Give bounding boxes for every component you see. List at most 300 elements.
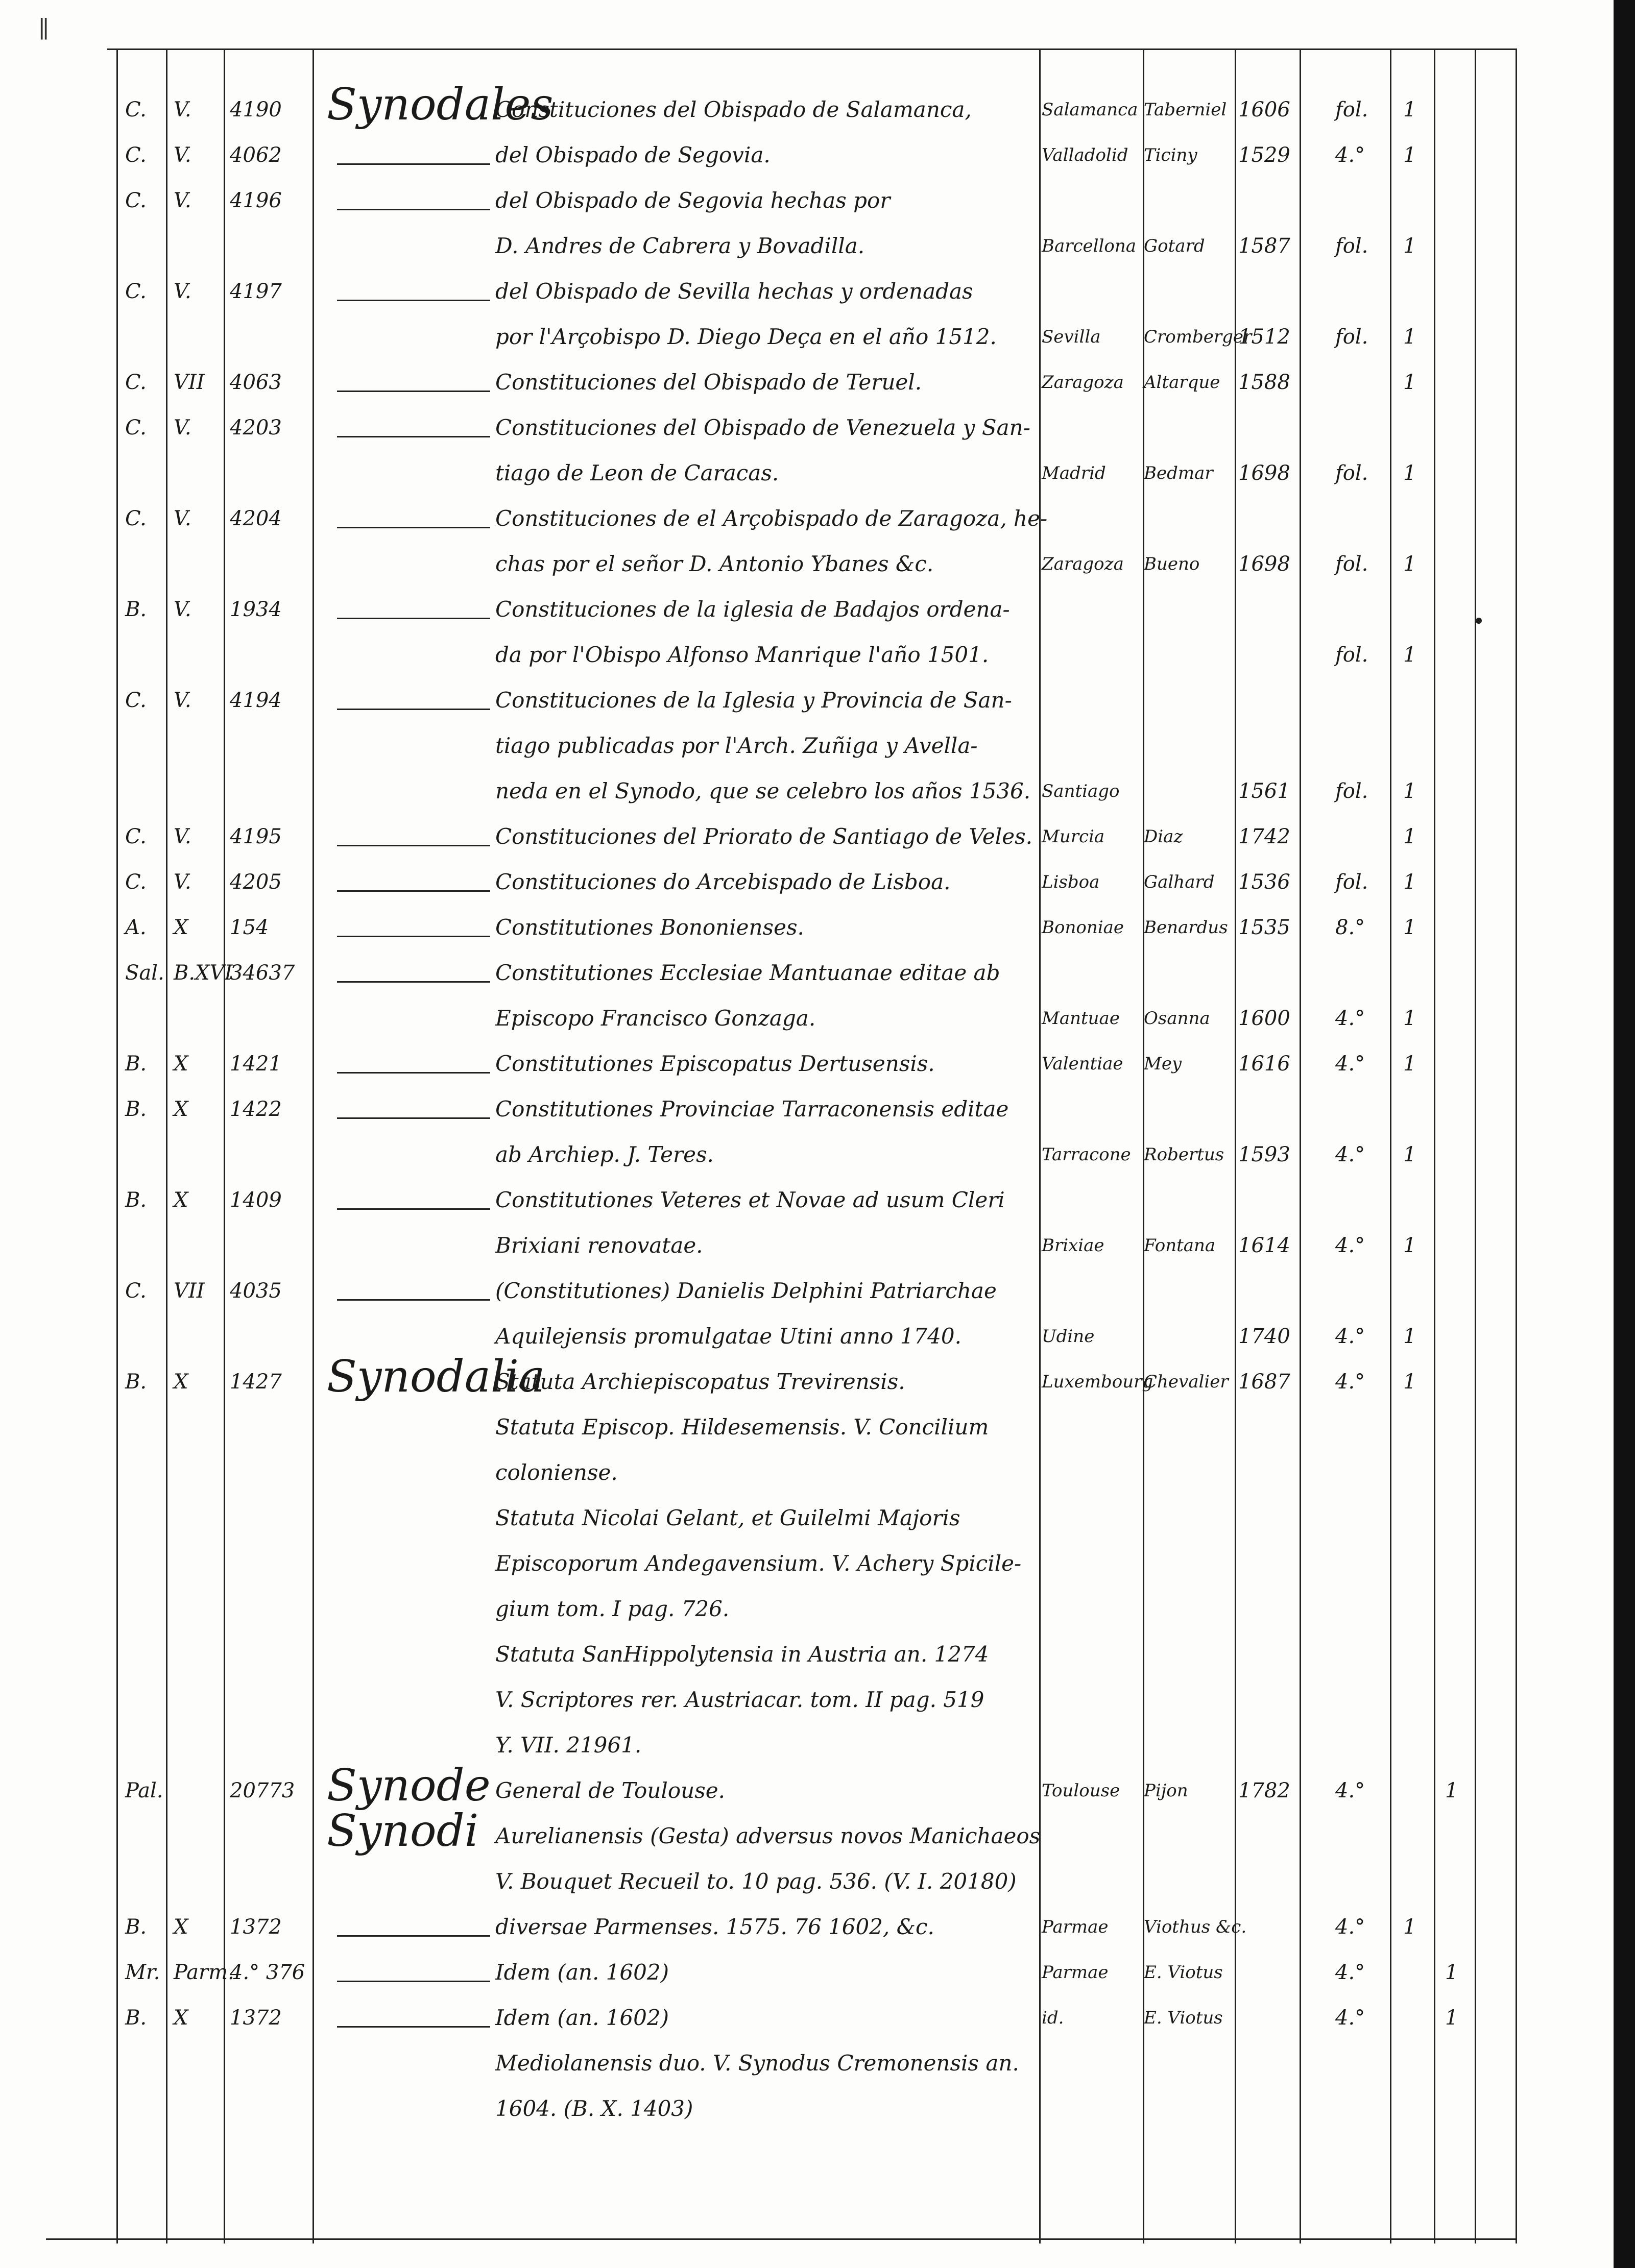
book-format: fol. — [1335, 325, 1368, 349]
subject-heading: Synodales — [327, 79, 554, 130]
volume-count-alt — [1445, 1907, 1471, 1947]
volume-count-alt — [1445, 226, 1471, 266]
printer-name: Benardus — [1144, 917, 1228, 938]
volume-count-alt — [1445, 1725, 1471, 1766]
subject-heading — [327, 1907, 495, 1947]
publication-year: 1593 — [1238, 1143, 1290, 1166]
book-format — [1335, 1861, 1381, 1902]
item-number — [230, 635, 311, 675]
printer-name — [1144, 1861, 1232, 1902]
subject-heading — [327, 1043, 495, 1084]
subject-heading — [327, 1952, 495, 1993]
place-of-printing: Santiago — [1042, 781, 1120, 801]
printer-name: E. Viotus — [1144, 1962, 1223, 1983]
printer-name — [1144, 725, 1232, 766]
publication-year — [1238, 589, 1294, 630]
entry-title: 1604. (B. X. 1403) — [495, 2096, 693, 2121]
publication-year: 1600 — [1238, 1007, 1290, 1030]
catalogue-row — [0, 771, 1635, 812]
top-border — [107, 48, 1517, 50]
catalogue-row — [0, 1225, 1635, 1266]
subject-heading — [327, 589, 495, 630]
shelf-section — [174, 998, 222, 1039]
shelf-section — [174, 1225, 222, 1266]
shelf-section — [174, 453, 222, 494]
book-format — [1335, 725, 1381, 766]
book-format — [1335, 1089, 1381, 1130]
catalogue-row — [0, 453, 1635, 494]
shelf-section — [174, 1634, 222, 1675]
catalogue-row — [0, 2043, 1635, 2084]
subject-heading — [327, 226, 495, 266]
catalogue-row — [0, 1498, 1635, 1539]
shelf-press-mark — [125, 1725, 166, 1766]
publication-year: 1529 — [1238, 143, 1290, 167]
book-format: 4.° — [1335, 143, 1365, 167]
publication-year — [1238, 180, 1294, 221]
publication-year — [1238, 1861, 1294, 1902]
printer-name: Diaz — [1144, 826, 1183, 847]
shelf-press-mark: C. — [125, 143, 147, 167]
volume-count-alt — [1445, 1180, 1471, 1221]
shelf-section: V. — [174, 689, 191, 712]
ditto-dash — [337, 1117, 490, 1119]
item-number: 4203 — [230, 416, 282, 440]
item-number: 4204 — [230, 507, 282, 530]
item-number: 4063 — [230, 371, 282, 394]
entry-title: Statuta Episcop. Hildesemensis. V. Concilium — [495, 1415, 989, 1440]
shelf-press-mark: C. — [125, 825, 147, 848]
ditto-dash — [337, 845, 490, 846]
publication-year — [1238, 635, 1294, 675]
shelf-press-mark — [125, 226, 166, 266]
volume-count-alt — [1445, 544, 1471, 584]
publication-year — [1238, 1271, 1294, 1311]
shelf-section — [174, 1816, 222, 1857]
place-of-printing — [1042, 1180, 1141, 1221]
shelf-press-mark: B. — [125, 1188, 147, 1212]
shelf-press-mark: C. — [125, 280, 147, 303]
volume-count: 1 — [1403, 1915, 1416, 1939]
place-of-printing — [1042, 589, 1141, 630]
publication-year — [1238, 1452, 1294, 1493]
catalogue-row — [0, 180, 1635, 221]
item-number: 154 — [230, 916, 269, 939]
printer-name — [1144, 1271, 1232, 1311]
ditto-dash — [337, 1208, 490, 1210]
place-of-printing — [1042, 1452, 1141, 1493]
place-of-printing — [1042, 1498, 1141, 1539]
catalogue-row — [0, 362, 1635, 403]
publication-year — [1238, 1725, 1294, 1766]
item-number — [230, 725, 311, 766]
catalogue-row — [0, 544, 1635, 584]
book-format: 4.° — [1335, 1143, 1365, 1166]
subject-heading: Synode — [327, 1760, 491, 1811]
shelf-section — [174, 1725, 222, 1766]
catalogue-row — [0, 1760, 1635, 1811]
ditto-dash — [337, 890, 490, 892]
volume-count — [1403, 498, 1429, 539]
item-number — [230, 1543, 311, 1584]
volume-count-alt — [1445, 1407, 1471, 1448]
entry-title: coloniense. — [495, 1460, 618, 1485]
shelf-section: X — [174, 2006, 188, 2030]
item-number: 1421 — [230, 1052, 282, 1076]
place-of-printing — [1042, 180, 1141, 221]
item-number — [230, 1589, 311, 1629]
shelf-section — [174, 1407, 222, 1448]
shelf-press-mark: Mr. — [125, 1961, 160, 1984]
entry-title: Constituciones do Arcebispado de Lisboa. — [495, 869, 951, 894]
entry-title: D. Andres de Cabrera y Bovadilla. — [495, 233, 865, 258]
volume-count — [1403, 680, 1429, 721]
subject-heading — [327, 544, 495, 584]
entry-title: Constituciones de el Arçobispado de Zaragoza, he- — [495, 506, 1048, 531]
item-number: 4035 — [230, 1279, 282, 1303]
item-number: 1372 — [230, 1915, 282, 1939]
catalogue-row — [0, 998, 1635, 1039]
publication-year — [1238, 1589, 1294, 1629]
book-format: fol. — [1335, 552, 1368, 576]
book-format — [1335, 1816, 1381, 1857]
place-of-printing: Lisboa — [1042, 872, 1100, 892]
shelf-section — [174, 1543, 222, 1584]
shelf-section — [174, 1134, 222, 1175]
book-format: 4.° — [1335, 2006, 1365, 2030]
place-of-printing: Brixiae — [1042, 1235, 1104, 1256]
publication-year — [1238, 1634, 1294, 1675]
printer-name — [1144, 1816, 1232, 1857]
shelf-press-mark — [125, 2043, 166, 2084]
subject-heading — [327, 2088, 495, 2129]
subject-heading — [327, 316, 495, 357]
entry-title: Statuta Nicolai Gelant, et Guilelmi Majoris — [495, 1505, 960, 1530]
catalogue-row — [0, 907, 1635, 948]
entry-title: Constituciones del Obispado de Salamanca, — [495, 97, 972, 122]
printer-name: Taberniel — [1144, 100, 1227, 120]
publication-year: 1698 — [1238, 461, 1290, 485]
volume-count: 1 — [1403, 1007, 1416, 1030]
subject-heading — [327, 1997, 495, 2038]
volume-count-alt — [1445, 953, 1471, 993]
volume-count: 1 — [1403, 1325, 1416, 1348]
place-of-printing: Tarracone — [1042, 1144, 1131, 1165]
volume-count — [1403, 1589, 1429, 1629]
place-of-printing: Murcia — [1042, 826, 1105, 847]
volume-count — [1403, 271, 1429, 312]
shelf-section: V. — [174, 98, 191, 121]
publication-year — [1238, 1543, 1294, 1584]
shelf-section — [174, 1498, 222, 1539]
volume-count-alt — [1445, 589, 1471, 630]
subject-heading — [327, 271, 495, 312]
shelf-press-mark: C. — [125, 371, 147, 394]
shelf-press-mark — [125, 453, 166, 494]
catalogue-row — [0, 1861, 1635, 1902]
place-of-printing: Salamanca — [1042, 100, 1138, 120]
place-of-printing: Toulouse — [1042, 1781, 1120, 1801]
printer-name — [1144, 1679, 1232, 1720]
entry-title: Constitutiones Provinciae Tarraconensis editae — [495, 1096, 1009, 1121]
entry-title: Constituciones del Obispado de Venezuela y San- — [495, 415, 1030, 440]
shelf-section — [174, 544, 222, 584]
catalogue-row — [0, 498, 1635, 539]
printer-name — [1144, 953, 1232, 993]
book-format — [1335, 1679, 1381, 1720]
shelf-press-mark — [125, 725, 166, 766]
volume-count: 1 — [1403, 371, 1416, 394]
catalogue-row — [0, 816, 1635, 857]
entry-title: Constituciones de la iglesia de Badajos ordena- — [495, 597, 1010, 622]
printer-name: Ticiny — [1144, 145, 1197, 165]
volume-count-alt — [1445, 407, 1471, 448]
subject-heading — [327, 362, 495, 403]
ditto-dash — [337, 209, 490, 210]
place-of-printing: Luxembourg — [1042, 1372, 1153, 1392]
subject-heading — [327, 2043, 495, 2084]
printer-name: E. Viotus — [1144, 2008, 1223, 2028]
volume-count — [1403, 1543, 1429, 1584]
entry-title: da por l'Obispo Alfonso Manrique l'año 1501. — [495, 642, 989, 667]
item-number: 20773 — [230, 1779, 295, 1802]
volume-count: 1 — [1403, 98, 1416, 121]
volume-count — [1403, 953, 1429, 993]
shelf-section: X — [174, 1188, 188, 1212]
place-of-printing: Valentiae — [1042, 1054, 1123, 1074]
printer-name — [1144, 635, 1232, 675]
item-number — [230, 1316, 311, 1357]
item-number: 4062 — [230, 143, 282, 167]
entry-title: Constituciones de la Iglesia y Provincia de San- — [495, 688, 1012, 713]
shelf-press-mark: C. — [125, 689, 147, 712]
printer-name — [1144, 180, 1232, 221]
publication-year — [1238, 271, 1294, 312]
shelf-press-mark — [125, 1816, 166, 1857]
shelf-section: V. — [174, 870, 191, 894]
volume-count-alt — [1445, 2043, 1471, 2084]
volume-count — [1403, 180, 1429, 221]
volume-count-alt — [1445, 1134, 1471, 1175]
volume-count — [1403, 1452, 1429, 1493]
subject-heading — [327, 407, 495, 448]
book-format: 4.° — [1335, 1007, 1365, 1030]
subject-heading — [327, 1089, 495, 1130]
place-of-printing — [1042, 635, 1141, 675]
shelf-section: VII — [174, 371, 205, 394]
book-format: 4.° — [1335, 1915, 1365, 1939]
shelf-section: X — [174, 916, 188, 939]
place-of-printing — [1042, 680, 1141, 721]
shelf-section — [174, 1589, 222, 1629]
shelf-press-mark — [125, 998, 166, 1039]
shelf-section — [174, 1452, 222, 1493]
shelf-press-mark — [125, 1634, 166, 1675]
catalogue-row — [0, 1180, 1635, 1221]
subject-heading — [327, 998, 495, 1039]
place-of-printing: Parmae — [1042, 1962, 1109, 1983]
shelf-press-mark: C. — [125, 416, 147, 440]
volume-count — [1403, 2043, 1429, 2084]
subject-heading — [327, 1498, 495, 1539]
volume-count: 1 — [1403, 325, 1416, 349]
shelf-section — [174, 226, 222, 266]
volume-count — [1403, 1861, 1429, 1902]
book-format — [1335, 1725, 1381, 1766]
volume-count-alt — [1445, 362, 1471, 403]
shelf-section: V. — [174, 507, 191, 530]
printer-name: Cromberger — [1144, 327, 1252, 347]
catalogue-row — [0, 1134, 1635, 1175]
book-format: 4.° — [1335, 1234, 1365, 1257]
subject-heading: Synodi — [327, 1806, 479, 1857]
shelf-section: X — [174, 1098, 188, 1121]
shelf-press-mark: B. — [125, 1915, 147, 1939]
subject-heading — [327, 1589, 495, 1629]
publication-year — [1238, 1180, 1294, 1221]
printer-name — [1144, 589, 1232, 630]
volume-count — [1403, 1180, 1429, 1221]
publication-year — [1238, 407, 1294, 448]
book-format — [1335, 816, 1381, 857]
volume-count: 1 — [1403, 1143, 1416, 1166]
shelf-section: V. — [174, 280, 191, 303]
item-number: 1934 — [230, 598, 282, 621]
ditto-dash — [337, 163, 490, 165]
catalogue-row — [0, 635, 1635, 675]
item-number — [230, 2043, 311, 2084]
publication-year — [1238, 1089, 1294, 1130]
catalogue-row — [0, 1679, 1635, 1720]
entry-title: diversae Parmenses. 1575. 76 1602, &c. — [495, 1914, 934, 1939]
shelf-section — [174, 1316, 222, 1357]
subject-heading — [327, 816, 495, 857]
catalogue-row — [0, 135, 1635, 176]
book-format: 4.° — [1335, 1779, 1365, 1802]
volume-count — [1403, 2088, 1429, 2129]
entry-title: tiago publicadas por l'Arch. Zuñiga y Avella- — [495, 733, 978, 758]
ditto-dash — [337, 436, 490, 437]
shelf-section: V. — [174, 143, 191, 167]
volume-count-alt — [1445, 1634, 1471, 1675]
volume-count: 1 — [1403, 825, 1416, 848]
book-format — [1335, 1498, 1381, 1539]
place-of-printing — [1042, 953, 1141, 993]
volume-count-alt — [1445, 1589, 1471, 1629]
ditto-dash — [337, 300, 490, 301]
item-number — [230, 226, 311, 266]
place-of-printing: id. — [1042, 2008, 1064, 2028]
volume-count: 1 — [1403, 1370, 1416, 1394]
shelf-press-mark — [125, 1407, 166, 1448]
volume-count: 1 — [1403, 1052, 1416, 1076]
subject-heading — [327, 635, 495, 675]
subject-heading — [327, 1407, 495, 1448]
entry-title: (Constitutiones) Danielis Delphini Patriarchae — [495, 1278, 997, 1303]
shelf-section: X — [174, 1915, 188, 1939]
bottom-border — [46, 2238, 1517, 2240]
item-number — [230, 771, 311, 812]
shelf-section — [174, 316, 222, 357]
printer-name: Mey — [1144, 1054, 1182, 1074]
volume-count — [1403, 1725, 1429, 1766]
subject-heading — [327, 1180, 495, 1221]
entry-title: del Obispado de Segovia. — [495, 142, 771, 167]
publication-year — [1238, 2043, 1294, 2084]
volume-count: 1 — [1403, 916, 1416, 939]
volume-count — [1403, 1770, 1429, 1811]
entry-title: gium tom. I pag. 726. — [495, 1596, 730, 1621]
place-of-printing — [1042, 2043, 1141, 2084]
item-number — [230, 1861, 311, 1902]
place-of-printing: Parmae — [1042, 1917, 1109, 1937]
subject-heading — [327, 1725, 495, 1766]
shelf-press-mark: B. — [125, 2006, 147, 2030]
shelf-press-mark: A. — [125, 916, 147, 939]
book-format — [1335, 2043, 1381, 2084]
book-format — [1335, 1180, 1381, 1221]
subject-heading — [327, 453, 495, 494]
volume-count: 1 — [1403, 234, 1416, 258]
shelf-press-mark — [125, 635, 166, 675]
catalogue-row — [0, 725, 1635, 766]
entry-title: por l'Arçobispo D. Diego Deça en el año 1512. — [495, 324, 997, 349]
book-format: fol. — [1335, 461, 1368, 485]
item-number: 4205 — [230, 870, 282, 894]
catalogue-row — [0, 1997, 1635, 2038]
catalogue-row — [0, 1452, 1635, 1493]
printer-name: Robertus — [1144, 1144, 1224, 1165]
volume-count: 1 — [1403, 870, 1416, 894]
item-number: 4.° 376 — [230, 1961, 305, 1984]
shelf-press-mark: B. — [125, 1052, 147, 1076]
catalogue-row — [0, 1634, 1635, 1675]
item-number — [230, 1134, 311, 1175]
book-format — [1335, 589, 1381, 630]
place-of-printing — [1042, 1543, 1141, 1584]
printer-name — [1144, 771, 1232, 812]
item-number: 4196 — [230, 189, 282, 212]
volume-count — [1403, 1089, 1429, 1130]
book-format — [1335, 1589, 1381, 1629]
shelf-section — [174, 1861, 222, 1902]
item-number: 34637 — [230, 961, 295, 985]
place-of-printing: Sevilla — [1042, 327, 1101, 347]
item-number — [230, 1634, 311, 1675]
publication-year: 1782 — [1238, 1779, 1290, 1802]
printer-name: Chevalier — [1144, 1372, 1229, 1392]
entry-title: del Obispado de Segovia hechas por — [495, 188, 891, 213]
publication-year: 1512 — [1238, 325, 1290, 349]
volume-count — [1403, 1271, 1429, 1311]
entry-title: V. Scriptores rer. Austriacar. tom. II pag. 519 — [495, 1687, 984, 1712]
book-format: 4.° — [1335, 1325, 1365, 1348]
publication-year: 1740 — [1238, 1325, 1290, 1348]
item-number — [230, 1498, 311, 1539]
printer-name — [1144, 1543, 1232, 1584]
item-number — [230, 1225, 311, 1266]
place-of-printing — [1042, 1725, 1141, 1766]
printer-name — [1144, 1452, 1232, 1493]
item-number: 1427 — [230, 1370, 282, 1394]
book-format — [1335, 498, 1381, 539]
entry-title: Episcopo Francisco Gonzaga. — [495, 1006, 816, 1031]
publication-year — [1238, 498, 1294, 539]
catalogue-row — [0, 862, 1635, 903]
subject-heading — [327, 1861, 495, 1902]
entry-title: del Obispado de Sevilla hechas y ordenadas — [495, 279, 973, 304]
shelf-press-mark: C. — [125, 507, 147, 530]
